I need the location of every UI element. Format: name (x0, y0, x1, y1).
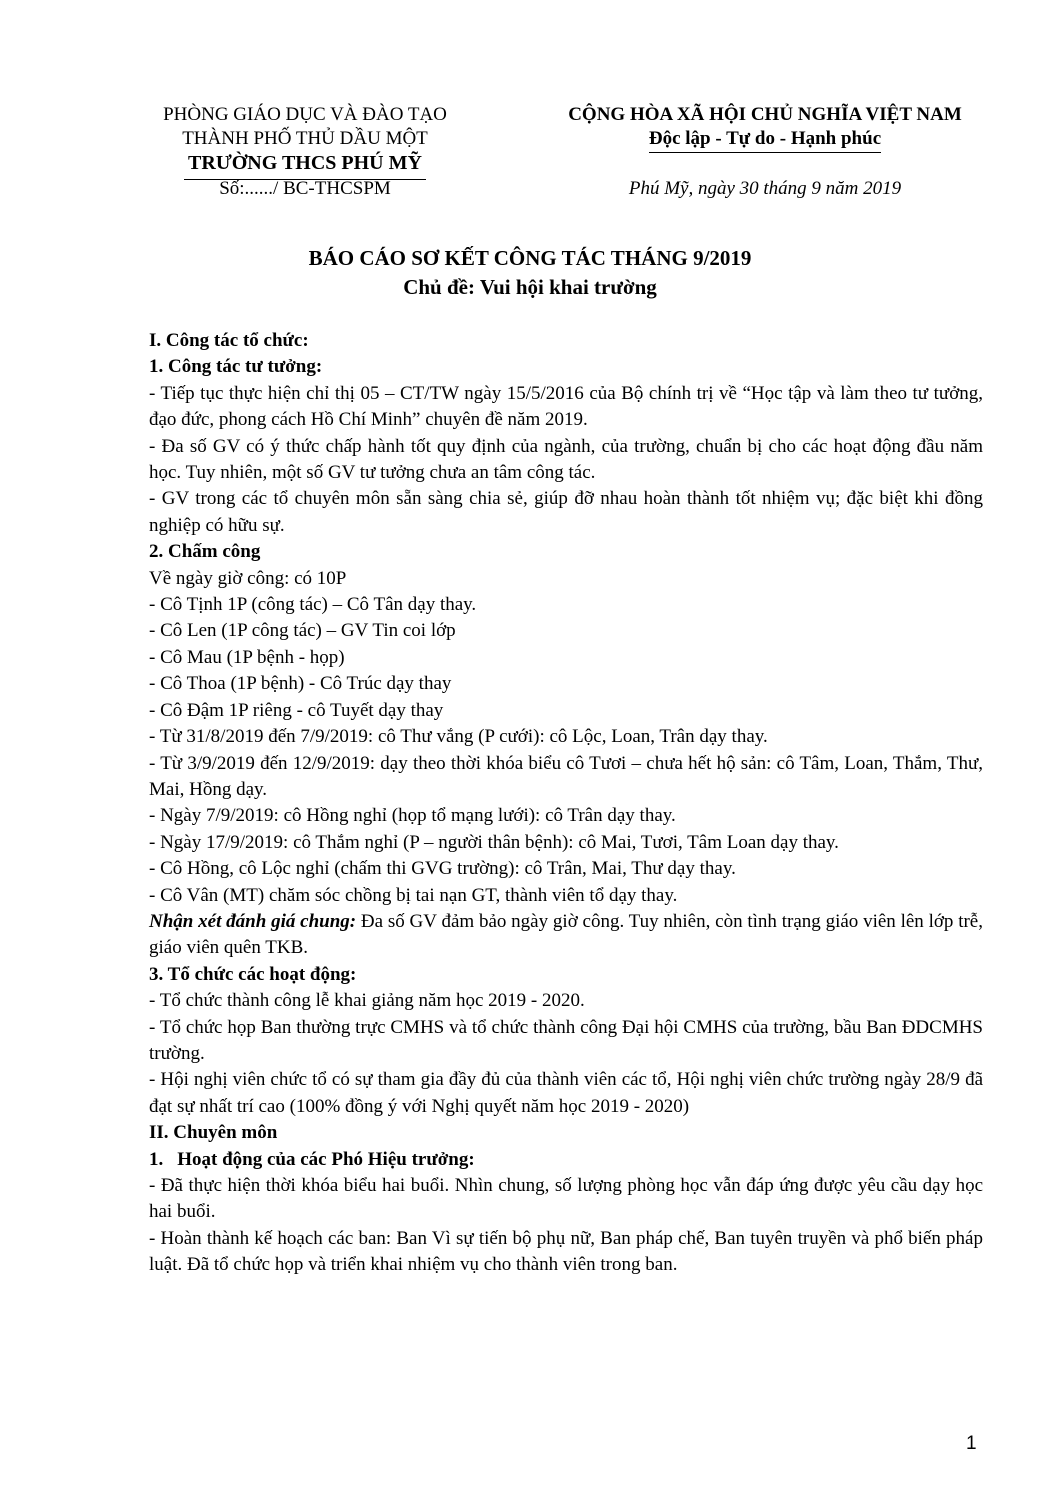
issuer-school: TRƯỜNG THCS PHÚ MỸ (188, 152, 422, 174)
subsection-number: 1. (149, 1148, 164, 1170)
list-item: - Cô Len (1P công tác) – GV Tin coi lớp (149, 620, 456, 642)
list-item: - Từ 31/8/2019 đến 7/9/2019: cô Thư vắng (P cưới): cô Lộc, Loan, Trân dạy thay. (149, 726, 768, 748)
list-item: - Cô Mau (1P bệnh - họp) (149, 646, 345, 668)
list-item: - Ngày 7/9/2019: cô Hồng nghỉ (họp tổ mạng lưới): cô Trân dạy thay. (149, 805, 676, 827)
subsection-heading: 3. Tổ chức các hoạt động: (149, 963, 357, 985)
national-title: CỘNG HÒA XÃ HỘI CHỦ NGHĨA VIỆT NAM (568, 104, 962, 125)
list-item: - Đã thực hiện thời khóa biểu hai buổi. Nhìn chung, số lượng phòng học vẫn đáp ứng được yêu cầu dạy học hai buổi. (149, 1175, 983, 1223)
subsection-heading (149, 1147, 983, 1173)
list-item: - Cô Tịnh 1P (công tác) – Cô Tân dạy thay. (149, 594, 477, 616)
report-body (149, 328, 983, 1279)
document-date: Phú Mỹ, ngày 30 tháng 9 năm 2019 (628, 178, 902, 199)
national-motto: Độc lập - Tự do - Hạnh phúc (649, 127, 881, 153)
list-item: - Cô Đậm 1P riêng - cô Tuyết dạy thay (149, 699, 444, 721)
list-item: - Tổ chức thành công lễ khai giảng năm học 2019 - 2020. (149, 990, 585, 1012)
page-number: 1 (966, 1433, 977, 1454)
issuer-department: PHÒNG GIÁO DỤC VÀ ĐÀO TẠO (163, 104, 447, 125)
paragraph: Về ngày giờ công: có 10P (149, 567, 347, 589)
section-heading: I. Công tác tổ chức: (149, 330, 309, 351)
list-item: - Hội nghị viên chức tổ có sự tham gia đầy đủ của thành viên các tổ, Hội nghị viên chức trường ngày 28/9 đã đạt sự nhất trí cao (100% đồng ý với Nghị quyết năm học 2019 - 2020) (149, 1069, 983, 1117)
list-item: - Cô Vân (MT) chăm sóc chồng bị tai nạn GT, thành viên tổ dạy thay. (149, 884, 678, 906)
header-issuer (120, 103, 490, 201)
header-national (515, 103, 1015, 201)
document-number: Số:....../ BC-THCSPM (219, 178, 391, 199)
section-heading: II. Chuyên môn (149, 1122, 278, 1144)
evaluation-paragraph (149, 909, 983, 962)
subsection-heading: 1. Công tác tư tưởng: (149, 356, 323, 378)
subsection-heading: 2. Chấm công (149, 541, 261, 563)
subsection-title: Hoạt động của các Phó Hiệu trưởng: (177, 1148, 475, 1170)
paragraph: - GV trong các tổ chuyên môn sẵn sàng chia sẻ, giúp đỡ nhau hoàn thành tốt nhiệm vụ; đặc biệt khi đồng nghiệp có hữu sự. (149, 488, 983, 536)
list-item: - Tổ chức họp Ban thường trực CMHS và tổ chức thành công Đại hội CMHS của trường, bầu Ban ĐDCMHS trường. (149, 1016, 983, 1064)
list-item: - Ngày 17/9/2019: cô Thắm nghỉ (P – người thân bệnh): cô Mai, Tươi, Tâm Loan dạy thay. (149, 831, 839, 853)
evaluation-text: Đa số GV đảm bảo ngày giờ công. Tuy nhiên, còn tình trạng giáo viên lên lớp trễ, giáo viên quên TKB. (149, 910, 983, 959)
paragraph: - Tiếp tục thực hiện chỉ thị 05 – CT/TW ngày 15/5/2016 của Bộ chính trị về “Học tập và làm theo tư tưởng, đạo đức, phong cách Hồ Chí Minh” chuyên đề năm 2019. (149, 382, 983, 431)
evaluation-label: Nhận xét đánh giá chung: (149, 910, 357, 932)
report-topic: Chủ đề: Vui hội khai trường (403, 275, 657, 299)
report-title-block (0, 244, 1060, 302)
list-item: - Cô Thoa (1P bệnh) - Cô Trúc dạy thay (149, 673, 452, 695)
list-item: - Hoàn thành kế hoạch các ban: Ban Vì sự tiến bộ phụ nữ, Ban pháp chế, Ban tuyên truyền và phổ biến pháp luật. Đã tổ chức họp và triển khai nhiệm vụ cho thành viên trong ban. (149, 1227, 983, 1276)
paragraph: - Đa số GV có ý thức chấp hành tốt quy định của ngành, của trường, chuẩn bị cho các hoạt động đầu năm học. Tuy nhiên, một số GV tư tưởng chưa an tâm công tác. (149, 435, 983, 484)
list-item: - Cô Hồng, cô Lộc nghỉ (chấm thi GVG trường): cô Trân, Mai, Thư dạy thay. (149, 858, 736, 880)
report-title: BÁO CÁO SƠ KẾT CÔNG TÁC THÁNG 9/2019 (308, 246, 752, 270)
list-item: - Từ 3/9/2019 đến 12/9/2019: dạy theo thời khóa biểu cô Tươi – chưa hết hộ sản: cô Tâm, Loan, Thắm, Thư, Mai, Hồng dạy. (149, 752, 983, 800)
issuer-city: THÀNH PHỐ THỦ DẦU MỘT (182, 128, 428, 149)
